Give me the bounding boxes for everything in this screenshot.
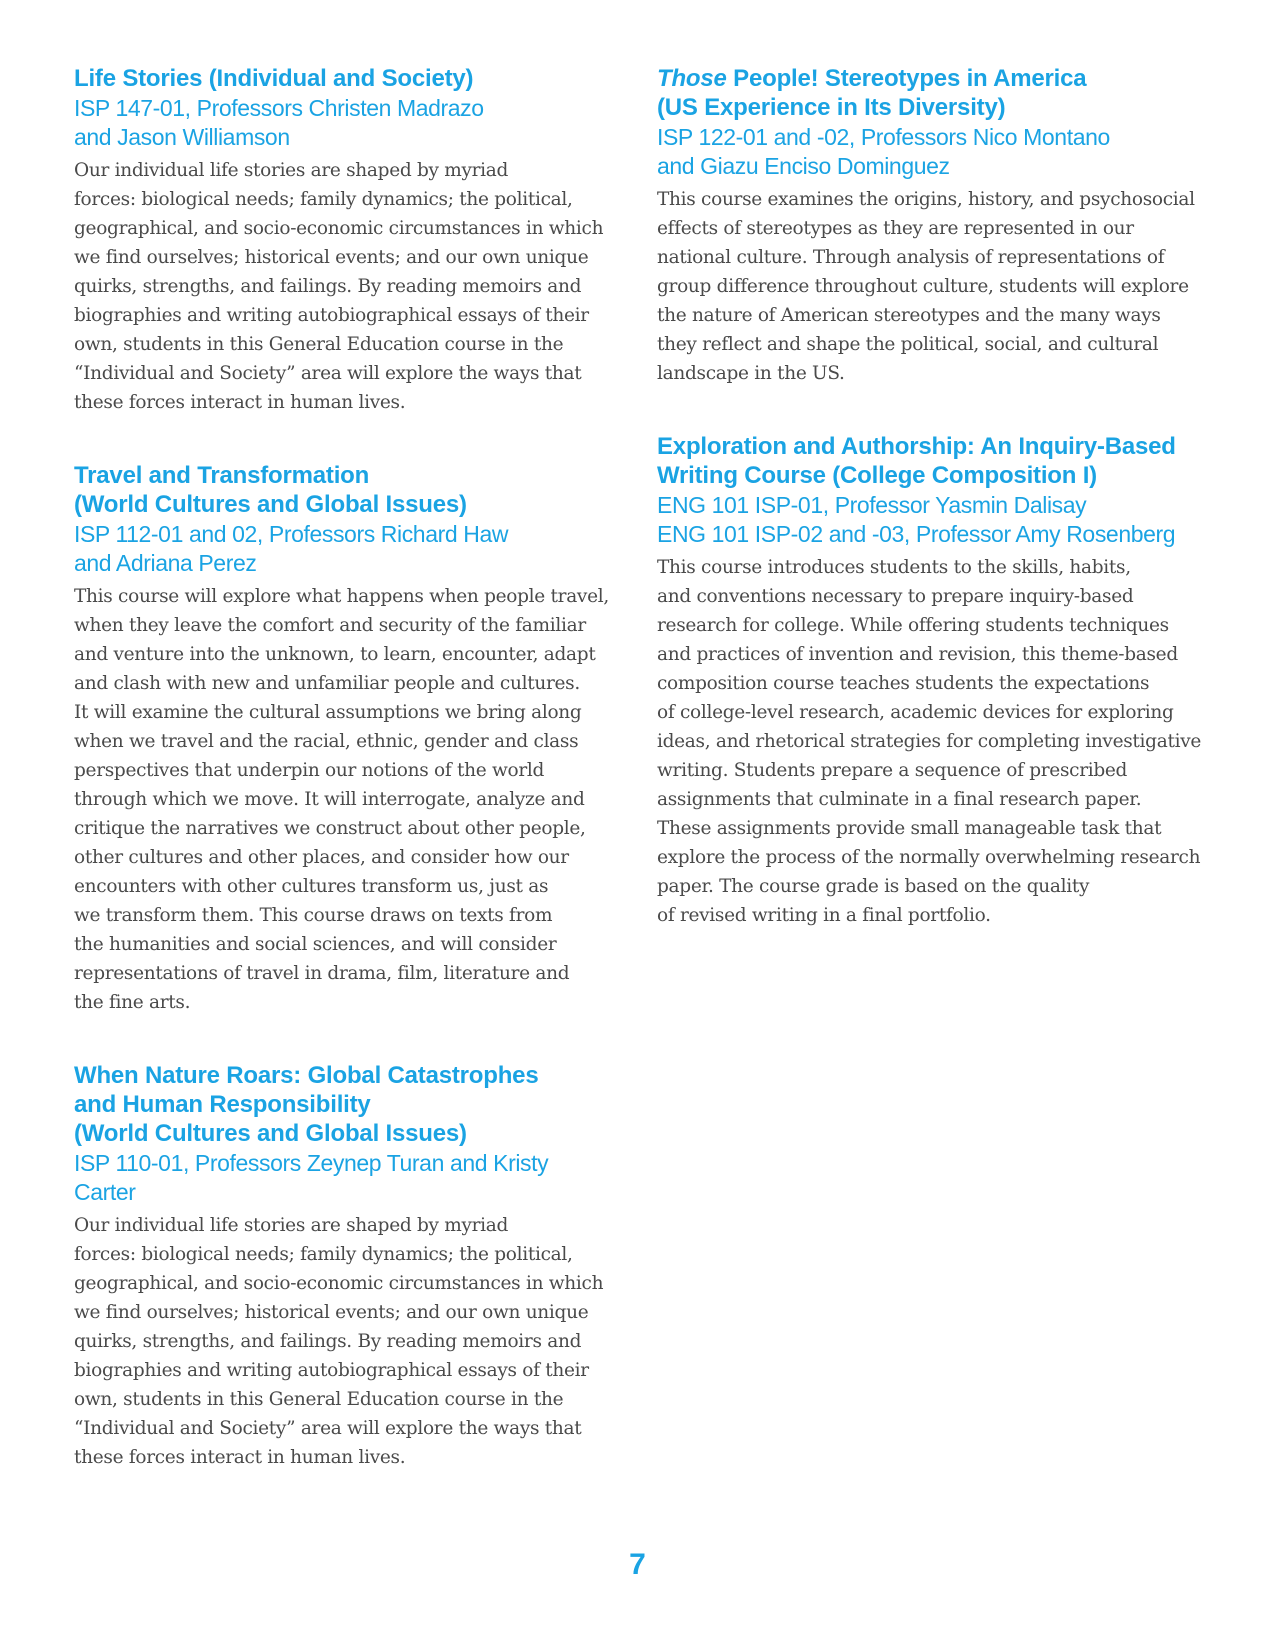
page-number: 7 [629,1548,646,1581]
course-title: When Nature Roars: Global Catastrophes and Human Responsibility (World Cultures and Global Issues) [74,1062,539,1147]
course-when-nature-roars [74,1061,614,1472]
course-title: Exploration and Authorship: An Inquiry-Based Writing Course (College Composition I) [657,433,1176,489]
course-title: Life Stories (Individual and Society) [74,65,474,92]
course-title: Travel and Transformation (World Cultures and Global Issues) [74,462,467,518]
left-column [74,64,614,1516]
course-travel-transformation [74,461,614,1017]
course-code: ISP 112-01 and 02, Professors Richard Haw and Adriana Perez [74,521,509,576]
course-exploration-authorship [657,432,1202,930]
course-description: This course will explore what happens when people travel, when they leave the comfort and security of the familiar and venture into the unknown, to learn, encounter, adapt and clash with new and unfamiliar people and cultures. It will examine the cultural assumptions we bring along when we travel and the racial, ethnic, gender and class perspectives that underpin our notions of the world through which we move. It will interrogate, analyze and critique the narratives we construct about other people, other cultures and other places, and consider how our encounters with other cultures transform us, just as we transform them. This course draws on texts from the humanities and social sciences, and will consider representations of travel in drama, film, literature and the fine arts. [74,586,609,1013]
course-code: ISP 122-01 and -02, Professors Nico Montano and Giazu Enciso Dominguez [657,124,1110,179]
course-description: Our individual life stories are shaped by myriad forces: biological needs; family dynamics; the political, geographical, and socio-economic circumstances in which we find ourselves; historical events; and our own unique quirks, strengths, and failings. By reading memoirs and biographies and writing autobiographical essays of their own, students in this General Education course in the “Individual and Society” area will explore the ways that these forces interact in human lives. [74,160,604,413]
course-title: Those People! Stereotypes in America (US Experience in Its Diversity) [657,65,1087,121]
course-description: This course introduces students to the skills, habits, and conventions necessary to prepare inquiry-based research for college. While offering students techniques and practices of invention and revision, this theme-based composition course teaches students the expectations of college-level research, academic devices for exploring ideas, and rhetorical strategies for completing investigative writing. Students prepare a sequence of prescribed assignments that culminate in a final research paper. These assignments provide small manageable task that explore the process of the normally overwhelming research paper. The course grade is based on the quality of revised writing in a final portfolio. [657,557,1201,926]
course-code: ISP 147-01, Professors Christen Madrazo and Jason Williamson [74,95,484,150]
course-life-stories [74,64,614,417]
course-code: ENG 101 ISP-01, Professor Yasmin Dalisay ENG 101 ISP-02 and -03, Professor Amy Rosenberg [657,492,1176,547]
course-description: This course examines the origins, history, and psychosocial effects of stereotypes as they are represented in our national culture. Through analysis of representations of group difference throughout culture, students will explore the nature of American stereotypes and the many ways they reflect and shape the political, social, and cultural landscape in the US. [657,189,1195,384]
course-description: Our individual life stories are shaped by myriad forces: biological needs; family dynamics; the political, geographical, and socio-economic circumstances in which we find ourselves; historical events; and our own unique quirks, strengths, and failings. By reading memoirs and biographies and writing autobiographical essays of their own, students in this General Education course in the “Individual and Society” area will explore the ways that these forces interact in human lives. [74,1215,604,1468]
course-code: ISP 110-01, Professors Zeynep Turan and Kristy Carter [74,1150,549,1205]
title-emphasis: Those [657,65,727,92]
right-column [657,64,1202,974]
course-those-people [657,64,1202,388]
